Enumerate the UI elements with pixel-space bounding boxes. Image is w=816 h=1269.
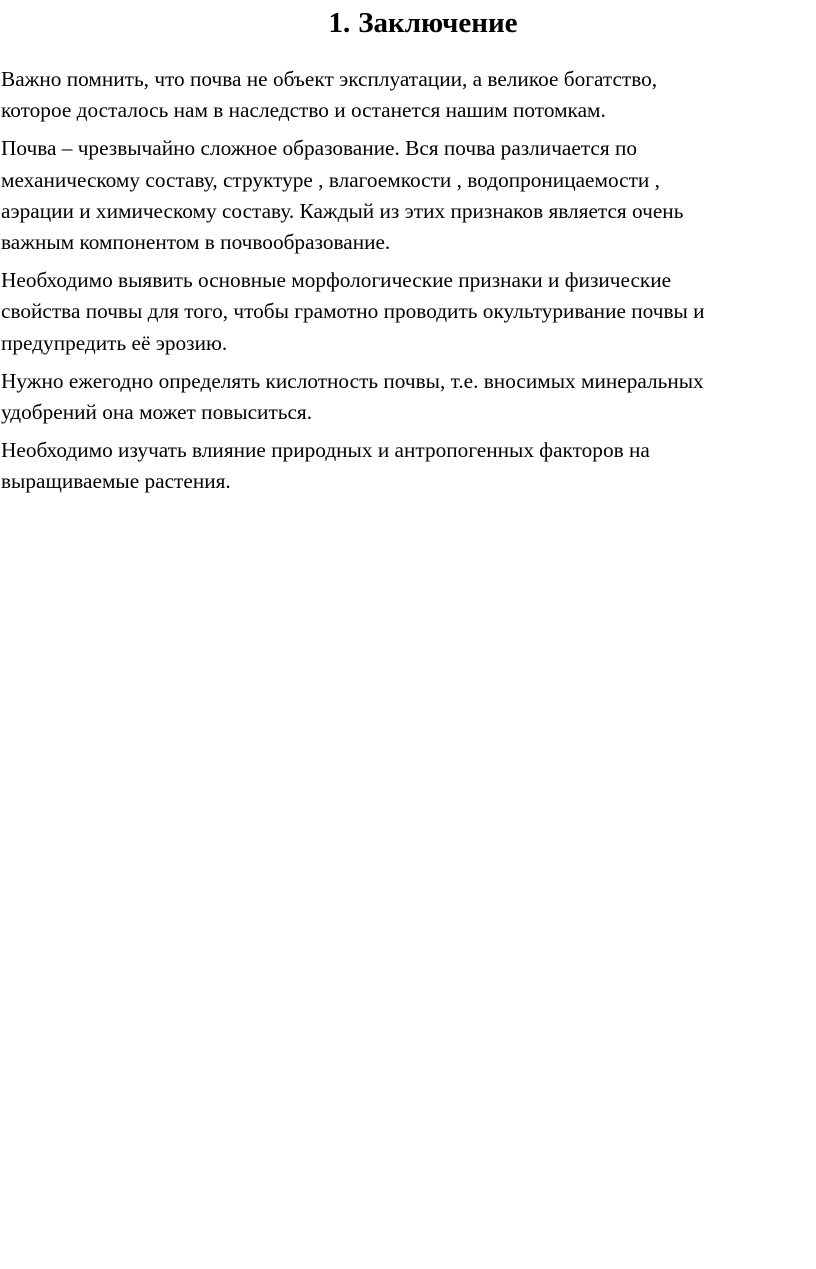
text-line: Важно помнить, что почва не объект эксплуатации, а великое богатство, (1, 67, 658, 91)
text-line: Нужно ежегодно определять кислотность почвы, т.е. вносимых минеральных (1, 368, 704, 393)
text-line: аэрации и химическому составу. Каждый из этих признаков является очень (1, 198, 684, 223)
heading-number: 1. (328, 7, 351, 39)
text-line: свойства почвы для того, чтобы грамотно проводить окультуривание почвы и (1, 299, 705, 324)
paragraph-5 (1, 435, 816, 497)
paragraph-1 (1, 64, 816, 126)
paragraph-3 (1, 265, 816, 359)
text-line: механическому составу, структуре , влагоемкости , водопроницаемости , (1, 167, 660, 192)
text-line: Необходимо выявить основные морфологические признаки и физические (1, 268, 672, 293)
heading-title: Заключение (358, 7, 518, 39)
text-line: которое досталось нам в наследство и останется нашим потомкам. (1, 98, 606, 123)
paragraph-2 (1, 133, 816, 258)
text-line: Необходимо изучать влияние природных и антропогенных факторов на (1, 438, 650, 463)
text-line: Почва – чрезвычайно сложное образование. Вся почва различается по (1, 136, 638, 161)
text-line: предупредить её эрозию. (1, 330, 228, 355)
text-line: важным компонентом в почвообразование. (1, 229, 391, 254)
section-heading (0, 0, 816, 46)
text-line: выращиваемые растения. (1, 469, 231, 494)
conclusion-body (1, 64, 816, 504)
text-line: удобрений она может повыситься. (1, 399, 313, 424)
paragraph-4 (1, 366, 816, 428)
